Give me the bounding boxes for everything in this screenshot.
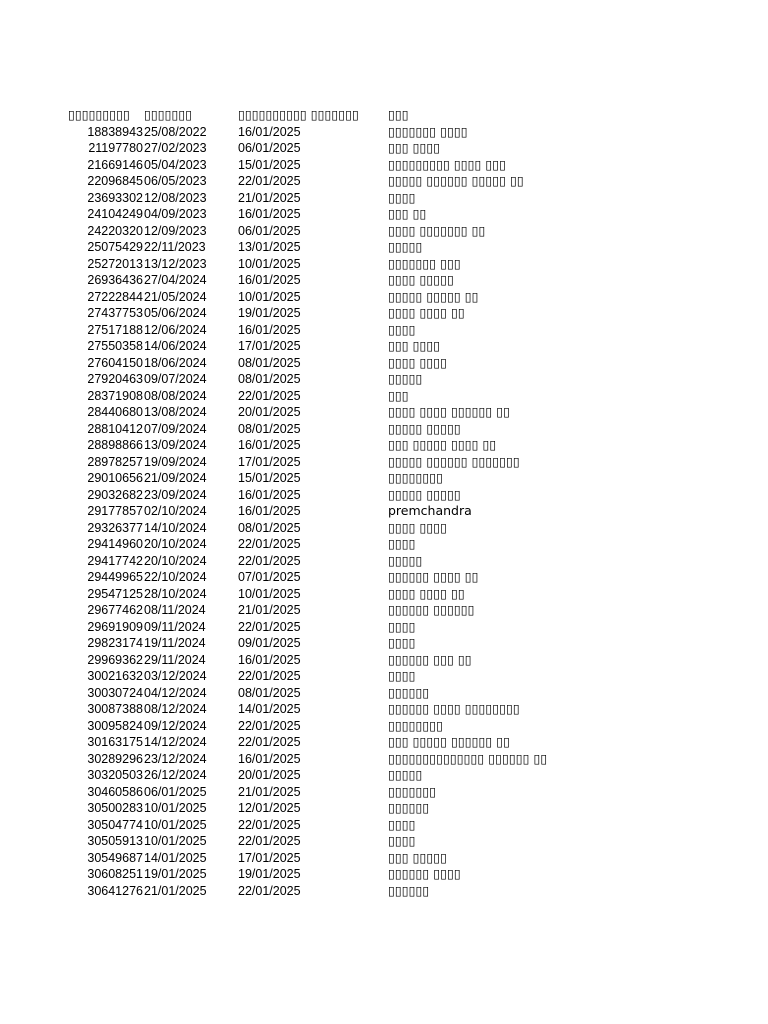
table-row [66, 767, 626, 784]
cell-date: 26/12/2024 [144, 768, 207, 782]
cell-id: 27517188 [87, 322, 143, 337]
table-row [66, 503, 626, 520]
cell-id: 29449965 [87, 570, 143, 584]
cell-id: 28371908 [87, 388, 143, 403]
cell-second-date: 16/01/2025 [238, 322, 301, 337]
table-row [66, 602, 626, 619]
cell-name: ▯▯▯▯ ▯▯▯▯▯▯▯ ▯▯ [388, 222, 486, 238]
cell-second-date: 08/01/2025 [238, 520, 301, 535]
cell-second-date: 22/01/2025 [238, 553, 301, 568]
cell-id: 30504774 [87, 817, 143, 832]
table-row [66, 850, 626, 867]
cell-second-date: 16/01/2025 [238, 207, 301, 221]
cell-name: ▯▯▯▯ [388, 189, 416, 205]
cell-name: ▯▯▯▯▯▯▯ ▯▯▯▯ [388, 123, 468, 139]
cell-id: 21197780 [88, 141, 143, 155]
cell-date: 12/06/2024 [144, 322, 207, 337]
cell-second-date: 21/01/2025 [238, 603, 301, 617]
table-row [66, 256, 626, 273]
cell-name: ▯▯▯▯▯ [388, 552, 423, 568]
cell-second-date: 22/01/2025 [238, 883, 301, 898]
header-cell-id: ▯▯▯▯▯▯▯▯▯ [68, 107, 130, 122]
cell-date: 25/08/2022 [144, 124, 207, 139]
cell-date: 13/08/2024 [144, 405, 207, 419]
cell-name: premchandra [388, 503, 472, 518]
cell-name: ▯▯▯ ▯▯▯▯ [388, 140, 441, 155]
cell-name: ▯▯▯▯▯▯ ▯▯▯▯ ▯▯▯▯▯▯▯▯ [388, 701, 520, 716]
header-row [66, 107, 626, 124]
cell-id: 23693302 [87, 190, 143, 205]
cell-date: 14/12/2024 [144, 735, 207, 749]
cell-name: ▯▯▯▯ [388, 536, 416, 551]
cell-id: 28810412 [87, 421, 143, 436]
cell-id: 29414960 [87, 537, 143, 551]
cell-id: 30030724 [87, 685, 143, 700]
cell-name: ▯▯▯▯▯ ▯▯▯▯▯ [388, 486, 461, 502]
cell-date: 13/09/2024 [144, 438, 207, 452]
table-row [66, 487, 626, 504]
cell-name: ▯▯▯▯▯ ▯▯▯▯▯▯ ▯▯▯▯▯▯▯ [388, 453, 520, 469]
cell-name: ▯▯▯▯ ▯▯▯▯ ▯▯ [388, 305, 465, 320]
cell-name: ▯▯▯▯▯ ▯▯▯▯▯▯ ▯▯▯▯▯ ▯▯ [388, 173, 524, 188]
cell-second-date: 06/01/2025 [238, 223, 301, 238]
cell-date: 08/08/2024 [144, 388, 207, 403]
table-row [66, 668, 626, 685]
table-row [66, 553, 626, 570]
table-row [66, 355, 626, 372]
cell-date: 09/12/2024 [144, 718, 207, 733]
table-row [66, 784, 626, 801]
cell-date: 03/12/2024 [144, 669, 207, 683]
cell-date: 21/09/2024 [144, 471, 207, 485]
table-row [66, 371, 626, 388]
table-row [66, 272, 626, 289]
cell-id: 21669146 [87, 157, 143, 172]
cell-second-date: 22/01/2025 [238, 669, 301, 683]
cell-second-date: 16/01/2025 [238, 504, 301, 518]
cell-id: 30500283 [87, 801, 143, 815]
cell-date: 14/01/2025 [144, 850, 207, 865]
cell-id: 18838943 [87, 124, 143, 139]
cell-name: ▯▯▯ ▯▯ [388, 206, 427, 221]
cell-second-date: 17/01/2025 [238, 339, 301, 353]
table-row [66, 817, 626, 834]
cell-id: 30505913 [87, 834, 143, 848]
cell-name: ▯▯▯▯▯▯▯ ▯▯▯ [388, 255, 461, 271]
cell-second-date: 19/01/2025 [238, 306, 301, 320]
cell-id: 30608251 [87, 867, 143, 881]
cell-name: ▯▯▯▯▯ [388, 767, 423, 782]
cell-name: ▯▯▯▯ [388, 635, 416, 650]
table-row [66, 751, 626, 768]
cell-id: 30021632 [87, 669, 143, 683]
cell-date: 19/01/2025 [144, 867, 207, 881]
cell-date: 09/07/2024 [144, 372, 207, 386]
cell-date: 27/04/2024 [144, 273, 207, 287]
cell-second-date: 07/01/2025 [238, 570, 301, 584]
table-row [66, 338, 626, 355]
table-row [66, 520, 626, 537]
cell-name: ▯▯▯ [388, 387, 409, 403]
cell-second-date: 10/01/2025 [238, 289, 301, 304]
header-cell-second-date: ▯▯▯▯▯▯▯▯▯▯ ▯▯▯▯▯▯▯ [238, 107, 359, 122]
cell-second-date: 10/01/2025 [238, 586, 301, 601]
cell-name: ▯▯▯▯ ▯▯▯▯ [388, 354, 448, 370]
table-row [66, 734, 626, 751]
table-row [66, 800, 626, 817]
cell-second-date: 16/01/2025 [238, 652, 301, 667]
cell-second-date: 15/01/2025 [238, 157, 301, 172]
cell-second-date: 08/01/2025 [238, 421, 301, 436]
cell-id: 25075429 [87, 240, 143, 254]
cell-second-date: 21/01/2025 [238, 784, 301, 799]
cell-id: 29417742 [87, 553, 143, 568]
cell-date: 20/10/2024 [144, 537, 207, 551]
cell-id: 25272013 [87, 256, 143, 271]
cell-name: ▯▯▯▯ [388, 668, 416, 683]
cell-second-date: 16/01/2025 [238, 124, 301, 139]
cell-date: 02/10/2024 [144, 504, 207, 518]
cell-id: 29547125 [87, 586, 143, 601]
cell-name: ▯▯▯▯ ▯▯▯▯ [388, 519, 448, 535]
table-row [66, 239, 626, 256]
cell-second-date: 08/01/2025 [238, 372, 301, 386]
cell-second-date: 06/01/2025 [238, 141, 301, 155]
cell-second-date: 14/01/2025 [238, 702, 301, 716]
table-row [66, 883, 626, 900]
table-row [66, 685, 626, 702]
cell-id: 27222844 [87, 289, 143, 304]
cell-second-date: 16/01/2025 [238, 273, 301, 287]
table-row [66, 866, 626, 883]
cell-second-date: 20/01/2025 [238, 405, 301, 419]
cell-date: 13/12/2023 [144, 256, 207, 271]
cell-id: 30460586 [87, 784, 143, 799]
table-body [66, 124, 626, 900]
cell-name: ▯▯▯▯ [388, 321, 416, 337]
cell-second-date: 16/01/2025 [238, 487, 301, 502]
table-row [66, 421, 626, 438]
cell-date: 04/09/2023 [144, 207, 207, 221]
cell-second-date: 13/01/2025 [238, 240, 301, 254]
cell-name: ▯▯▯▯ [388, 816, 416, 832]
cell-second-date: 22/01/2025 [238, 718, 301, 733]
table-row [66, 289, 626, 306]
cell-date: 18/06/2024 [144, 355, 207, 370]
cell-second-date: 10/01/2025 [238, 256, 301, 271]
cell-id: 26936436 [87, 273, 143, 287]
table-row [66, 322, 626, 339]
cell-name: ▯▯▯▯ ▯▯▯▯▯ [388, 272, 454, 287]
cell-name: ▯▯▯▯▯▯ [388, 882, 430, 898]
cell-date: 21/01/2025 [144, 883, 207, 898]
cell-name: ▯▯▯▯ [388, 833, 416, 848]
cell-id: 28978257 [87, 454, 143, 469]
cell-name: ▯▯▯▯▯▯ ▯▯▯▯ ▯▯ [388, 569, 479, 584]
cell-second-date: 22/01/2025 [238, 735, 301, 749]
table-row [66, 635, 626, 652]
header-cell-name: ▯▯▯ [388, 107, 409, 122]
table-row [66, 388, 626, 405]
cell-id: 30289296 [87, 751, 143, 766]
cell-id: 29326377 [87, 520, 143, 535]
table-row [66, 701, 626, 718]
cell-second-date: 22/01/2025 [238, 817, 301, 832]
cell-name: ▯▯▯▯ ▯▯▯▯ ▯▯ [388, 585, 465, 601]
cell-second-date: 20/01/2025 [238, 768, 301, 782]
cell-id: 24104249 [87, 207, 143, 221]
cell-date: 19/11/2024 [144, 636, 206, 650]
cell-name: ▯▯▯▯▯▯ ▯▯▯▯ [388, 866, 461, 881]
cell-second-date: 12/01/2025 [238, 801, 301, 815]
header-cell-date: ▯▯▯▯▯▯▯ [144, 107, 193, 122]
cell-name: ▯▯▯▯ ▯▯▯▯ ▯▯▯▯▯▯ ▯▯ [388, 404, 510, 419]
table-row [66, 470, 626, 487]
cell-second-date: 21/01/2025 [238, 190, 301, 205]
cell-date: 23/12/2024 [144, 751, 207, 766]
cell-name: ▯▯▯▯▯▯ ▯▯▯▯▯▯ [388, 602, 475, 617]
cell-second-date: 08/01/2025 [238, 355, 301, 370]
table-row [66, 586, 626, 603]
cell-id: 30641276 [87, 883, 143, 898]
cell-date: 08/11/2024 [144, 603, 206, 617]
cell-id: 30095824 [87, 718, 143, 733]
cell-date: 27/02/2023 [144, 141, 207, 155]
cell-date: 10/01/2025 [144, 801, 207, 815]
cell-name: ▯▯▯▯ [388, 618, 416, 634]
cell-date: 07/09/2024 [144, 421, 207, 436]
cell-name: ▯▯▯▯▯ ▯▯▯▯▯ ▯▯ [388, 288, 479, 304]
cell-date: 10/01/2025 [144, 817, 207, 832]
cell-date: 23/09/2024 [144, 487, 207, 502]
table-row [66, 652, 626, 669]
cell-name: ▯▯▯▯▯▯ ▯▯▯ ▯▯ [388, 651, 472, 667]
cell-id: 22096845 [87, 174, 143, 188]
cell-name: ▯▯▯▯▯ [388, 239, 423, 254]
cell-date: 14/06/2024 [144, 339, 207, 353]
cell-date: 20/10/2024 [144, 553, 207, 568]
cell-second-date: 22/01/2025 [238, 388, 301, 403]
cell-id: 30087388 [87, 702, 143, 716]
cell-name: ▯▯▯▯▯▯▯▯ [388, 717, 444, 733]
cell-id: 27920463 [87, 372, 143, 386]
cell-date: 06/01/2025 [144, 784, 207, 799]
cell-second-date: 22/01/2025 [238, 834, 301, 848]
cell-name: ▯▯▯▯▯▯▯▯ [388, 470, 444, 485]
cell-date: 04/12/2024 [144, 685, 207, 700]
cell-id: 29823174 [87, 636, 143, 650]
cell-name: ▯▯▯ ▯▯▯▯▯ ▯▯▯▯▯▯ ▯▯ [388, 734, 510, 749]
cell-date: 12/08/2023 [144, 190, 207, 205]
cell-second-date: 22/01/2025 [238, 174, 301, 188]
cell-second-date: 17/01/2025 [238, 850, 301, 865]
cell-name: ▯▯▯▯▯▯▯▯▯▯▯▯▯▯ ▯▯▯▯▯▯ ▯▯ [388, 750, 548, 766]
cell-date: 21/05/2024 [144, 289, 207, 304]
table-row [66, 305, 626, 322]
cell-date: 19/09/2024 [144, 454, 207, 469]
cell-id: 30320503 [87, 768, 143, 782]
cell-date: 14/10/2024 [144, 520, 207, 535]
cell-id: 29691909 [87, 619, 143, 634]
table-row [66, 454, 626, 471]
cell-second-date: 09/01/2025 [238, 636, 301, 650]
cell-date: 12/09/2023 [144, 223, 207, 238]
table-row [66, 404, 626, 421]
cell-date: 29/11/2024 [144, 652, 206, 667]
cell-date: 28/10/2024 [144, 586, 207, 601]
cell-second-date: 17/01/2025 [238, 454, 301, 469]
table-row [66, 157, 626, 174]
cell-date: 22/11/2023 [144, 240, 206, 254]
table-row [66, 190, 626, 207]
cell-id: 29677462 [87, 603, 143, 617]
cell-id: 29177857 [87, 504, 143, 518]
data-table [66, 107, 626, 899]
cell-date: 09/11/2024 [144, 619, 206, 634]
table-row [66, 124, 626, 141]
table-row [66, 718, 626, 735]
cell-id: 30549687 [87, 850, 143, 865]
cell-id: 29010656 [87, 471, 143, 485]
table-row [66, 833, 626, 850]
table-row [66, 223, 626, 240]
cell-id: 24220320 [87, 223, 143, 238]
table-row [66, 140, 626, 157]
cell-name: ▯▯▯ ▯▯▯▯▯ [388, 849, 448, 865]
table-row [66, 437, 626, 454]
cell-name: ▯▯▯▯▯▯ [388, 800, 430, 815]
cell-second-date: 22/01/2025 [238, 537, 301, 551]
cell-name: ▯▯▯ ▯▯▯▯ [388, 338, 441, 353]
cell-date: 05/04/2023 [144, 157, 207, 172]
cell-id: 27604150 [87, 355, 143, 370]
cell-id: 28440680 [87, 405, 143, 419]
cell-id: 30163175 [87, 735, 143, 749]
cell-name: ▯▯▯▯▯ ▯▯▯▯▯ [388, 420, 461, 436]
cell-name: ▯▯▯▯▯▯▯▯▯ ▯▯▯▯ ▯▯▯ [388, 156, 507, 172]
table-row [66, 206, 626, 223]
cell-date: 10/01/2025 [144, 834, 207, 848]
cell-second-date: 16/01/2025 [238, 438, 301, 452]
cell-name: ▯▯▯▯▯▯ [388, 684, 430, 700]
cell-second-date: 19/01/2025 [238, 867, 301, 881]
cell-date: 08/12/2024 [144, 702, 207, 716]
table-row [66, 569, 626, 586]
cell-id: 27550358 [87, 339, 143, 353]
cell-id: 29032682 [87, 487, 143, 502]
table-row [66, 536, 626, 553]
cell-second-date: 16/01/2025 [238, 751, 301, 766]
cell-id: 28898866 [87, 438, 143, 452]
cell-second-date: 08/01/2025 [238, 685, 301, 700]
cell-second-date: 15/01/2025 [238, 471, 301, 485]
cell-name: ▯▯▯ ▯▯▯▯▯ ▯▯▯▯ ▯▯ [388, 437, 497, 452]
cell-id: 27437753 [87, 306, 143, 320]
cell-name: ▯▯▯▯▯ [388, 371, 423, 386]
cell-second-date: 22/01/2025 [238, 619, 301, 634]
cell-date: 22/10/2024 [144, 570, 207, 584]
table-row [66, 619, 626, 636]
cell-date: 05/06/2024 [144, 306, 207, 320]
table-row [66, 173, 626, 190]
cell-date: 06/05/2023 [144, 174, 207, 188]
cell-name: ▯▯▯▯▯▯▯ [388, 783, 437, 799]
cell-id: 29969362 [87, 652, 143, 667]
